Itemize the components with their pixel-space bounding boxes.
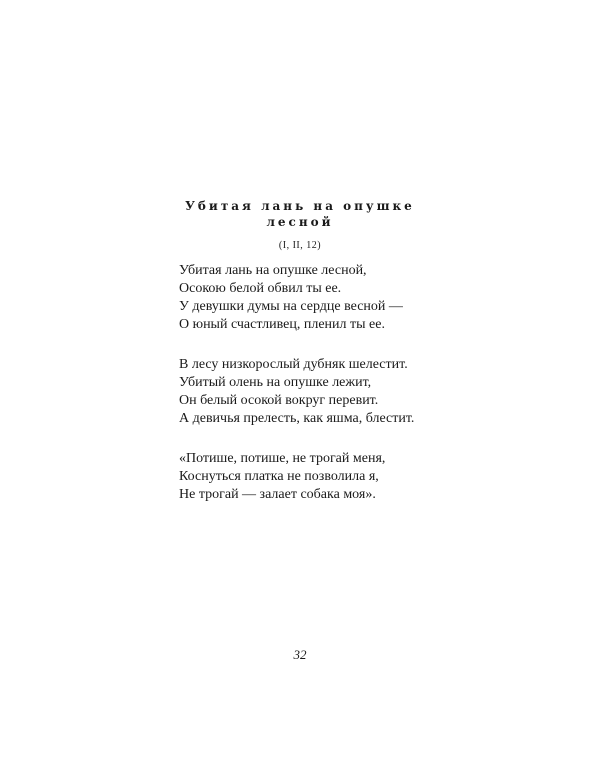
poem-line: В лесу низкорослый дубняк шелестит. <box>179 357 408 372</box>
poem-line: Он белый осокой вокруг перевит. <box>179 393 379 408</box>
poem-body <box>179 262 479 526</box>
poem-title-line-2: лесной <box>266 215 334 229</box>
poem-line: А девичья прелесть, как яшма, блестит. <box>179 411 415 426</box>
poem-line: Коснуться платка не позволила я, <box>179 469 379 484</box>
poem-line: О юный счастливец, пленил ты ее. <box>179 317 385 332</box>
stanza-3 <box>179 450 479 504</box>
poem-source-reference: (I, II, 12) <box>278 240 322 251</box>
poem-line: Не трогай — залает собака моя». <box>179 487 376 502</box>
poem-line: «Потише, потише, не трогай меня, <box>179 451 386 466</box>
poem-line: Убитый олень на опушке лежит, <box>179 375 372 390</box>
poem-line: У девушки думы на сердце весной — <box>179 299 403 314</box>
poem-title-line-1: Убитая лань на опушке <box>185 199 415 213</box>
stanza-2 <box>179 356 479 428</box>
poem-title <box>0 198 600 230</box>
poem-line: Осокою белой обвил ты ее. <box>179 281 342 296</box>
page-number: 32 <box>293 647 307 662</box>
poem-line: Убитая лань на опушке лесной, <box>179 263 367 278</box>
stanza-1 <box>179 262 479 334</box>
